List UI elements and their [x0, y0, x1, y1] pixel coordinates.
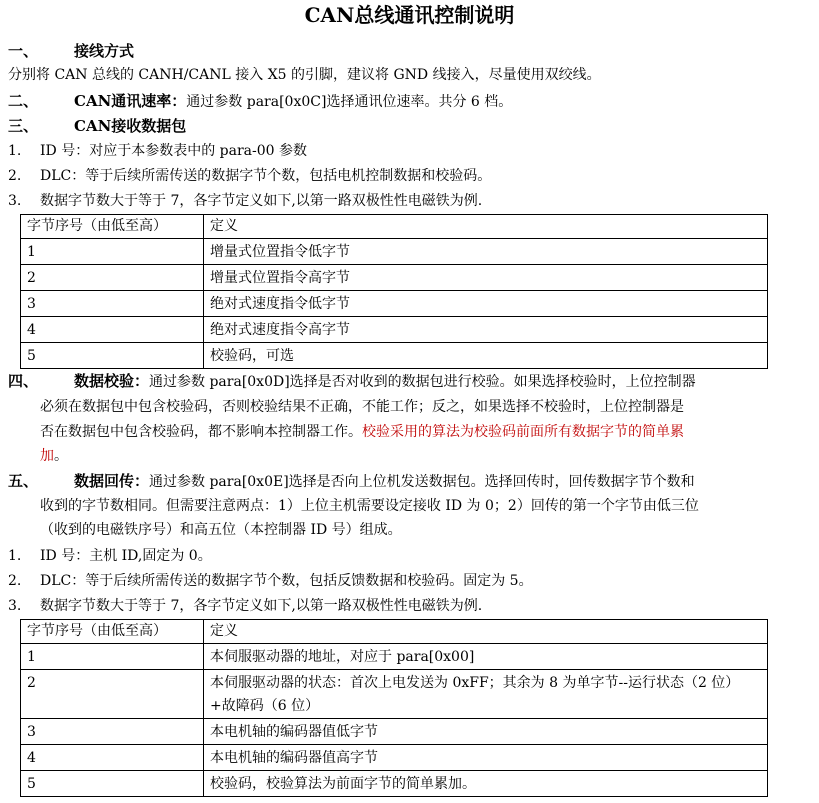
table-row	[21, 719, 768, 745]
section-2-heading	[8, 90, 813, 113]
section-5-number: 五、	[8, 472, 39, 490]
table-cell: 本电机轴的编码器值低字节	[204, 719, 768, 745]
table-cell: 1	[21, 239, 204, 265]
item-number: 2.	[8, 168, 22, 184]
section-4-line-1	[8, 370, 813, 393]
section-5-text: 通过参数 para[0x0E]选择是否向上位机发送数据包。选择回传时，回传数据字节个数和	[149, 474, 695, 490]
table-cell: 2	[21, 670, 204, 719]
section-5-item-2	[8, 570, 813, 592]
table-cell: 校验码，可选	[204, 343, 768, 369]
feedback-packet-table	[20, 619, 768, 797]
item-text: DLC：等于后续所需传送的数据字节个数，包括反馈数据和校验码。固定为 5。	[40, 573, 533, 589]
table-header-cell: 定义	[204, 215, 768, 239]
receive-packet-table	[20, 214, 768, 369]
page-title: CAN总线通讯控制说明	[304, 3, 515, 27]
item-text: DLC：等于后续所需传送的数据字节个数，包括电机控制数据和校验码。	[40, 168, 492, 184]
table-row	[21, 317, 768, 343]
table-row	[21, 291, 768, 317]
section-4-text-cont: 否在数据包中包含校验码，都不影响本控制器工作。	[40, 424, 362, 440]
item-text: ID 号：主机 ID,固定为 0。	[40, 548, 212, 564]
section-4-line-2: 必须在数据包中包含校验码，否则校验结果不正确，不能工作；反之，如果选择不校验时，上位控制器是	[40, 399, 684, 415]
table-cell: 3	[21, 291, 204, 317]
section-4-title: 数据校验：	[74, 372, 150, 390]
table-row	[21, 745, 768, 771]
section-4-tail: 。	[54, 448, 68, 464]
section-4-text: 通过参数 para[0x0D]选择是否对收到的数据包进行校验。如果选择校验时，上位控制器	[149, 374, 696, 390]
table-cell: 本伺服驱动器的状态：首次上电发送为 0xFF；其余为 8 为单字节--运行状态（2 位）+故障码（6 位）	[204, 670, 768, 719]
table-row	[21, 771, 768, 797]
item-number: 1.	[8, 548, 22, 564]
section-3-item-2	[8, 165, 813, 187]
checksum-algorithm-note-end: 加	[40, 448, 54, 464]
table-cell: 本电机轴的编码器值高字节	[204, 745, 768, 771]
section-3-number: 三、	[8, 117, 39, 135]
item-number: 1.	[8, 143, 22, 159]
table-cell: 5	[21, 771, 204, 797]
table-cell: 绝对式速度指令高字节	[204, 317, 768, 343]
section-5-title: 数据回传：	[74, 472, 150, 490]
table-cell: 本伺服驱动器的地址，对应于 para[0x00]	[204, 644, 768, 670]
table-header-row	[21, 215, 768, 239]
table-header-cell: 字节序号（由低至高）	[21, 620, 204, 644]
item-number: 3.	[8, 193, 22, 209]
table-cell: 增量式位置指令高字节	[204, 265, 768, 291]
table-cell: 绝对式速度指令低字节	[204, 291, 768, 317]
item-text: 数据字节数大于等于 7，各字节定义如下,以第一路双极性性电磁铁为例.	[40, 598, 483, 614]
item-text: ID 号：对应于本参数表中的 para-00 参数	[40, 143, 307, 159]
item-number: 3.	[8, 598, 22, 614]
section-3-item-1	[8, 140, 813, 162]
table-row	[21, 239, 768, 265]
section-2-number: 二、	[8, 92, 39, 110]
section-1-heading	[8, 40, 813, 62]
table-cell: 4	[21, 317, 204, 343]
table-cell: 2	[21, 265, 204, 291]
section-2-title: CAN通讯速率：	[74, 92, 187, 110]
table-cell: 3	[21, 719, 204, 745]
section-1-number: 一、	[8, 42, 39, 60]
checksum-algorithm-note: 校验采用的算法为校验码前面所有数据字节的简单累	[362, 424, 684, 440]
item-number: 2.	[8, 573, 22, 589]
table-cell: 增量式位置指令低字节	[204, 239, 768, 265]
section-4-line-3	[40, 420, 813, 444]
table-header-cell: 定义	[204, 620, 768, 644]
table-row	[21, 670, 768, 719]
section-5-line-1	[8, 470, 813, 493]
table-header-cell: 字节序号（由低至高）	[21, 215, 204, 239]
table-row	[21, 343, 768, 369]
table-cell: 1	[21, 644, 204, 670]
section-5-line-2: 收到的字节数相同。但需要注意两点：1）上位主机需要设定接收 ID 为 0；2）回传的第一个字节由低三位	[40, 498, 699, 514]
section-1-text: 分别将 CAN 总线的 CANH/CANL 接入 X5 的引脚，建议将 GND 线接入，尽量使用双绞线。	[8, 67, 601, 83]
table-row	[21, 265, 768, 291]
table-row	[21, 644, 768, 670]
section-5-item-1	[8, 545, 813, 567]
section-4-line-4	[40, 444, 813, 468]
table-header-row	[21, 620, 768, 644]
table-cell: 5	[21, 343, 204, 369]
section-4-number: 四、	[8, 372, 39, 390]
section-5-line-3: （收到的电磁铁序号）和高五位（本控制器 ID 号）组成。	[40, 522, 402, 538]
section-2-text: 通过参数 para[0x0C]选择通讯位速率。共分 6 档。	[186, 94, 513, 110]
section-3-heading	[8, 115, 813, 137]
section-5-item-3	[8, 595, 813, 617]
section-3-item-3	[8, 190, 813, 212]
table-cell: 4	[21, 745, 204, 771]
section-3-title: CAN接收数据包	[74, 117, 187, 135]
item-text: 数据字节数大于等于 7，各字节定义如下,以第一路双极性性电磁铁为例.	[40, 193, 483, 209]
table-cell: 校验码，校验算法为前面字节的简单累加。	[204, 771, 768, 797]
section-1-title: 接线方式	[74, 42, 135, 60]
